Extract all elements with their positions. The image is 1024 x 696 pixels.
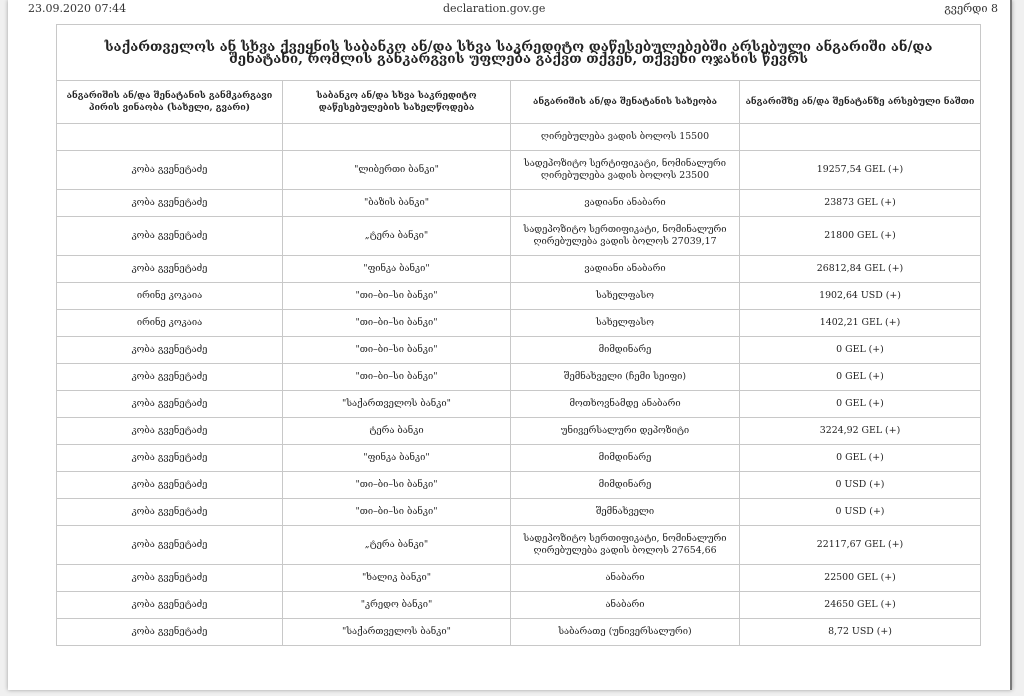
table-title: საქართველოს ან სხვა ქვეყნის საბანკო ან/და სხვა საკრედიტო დაწესებულებებში არსებული ანგარიში ან/და შენატანი, რომლის განკარგვის უფლება გაქვთ თქვენ, თქვენი ოჯახის წევრს <box>57 25 981 81</box>
cell-type: შემნახველი <box>511 499 740 526</box>
cell-owner <box>57 124 283 151</box>
cell-balance: 19257,54 GEL (+) <box>740 151 981 190</box>
table-row <box>57 256 981 283</box>
cell-owner: ირინე კოკაია <box>57 283 283 310</box>
cell-bank: „ტერა ბანკი" <box>283 217 511 256</box>
cell-type: სადეპოზიტო სერთიფიკატი, ნომინალური ღირებულება ვადის ბოლოს 27039,17 <box>511 217 740 256</box>
table-row <box>57 151 981 190</box>
cell-balance: 0 GEL (+) <box>740 391 981 418</box>
table-row <box>57 619 981 646</box>
cell-type: უნივერსალური დეპოზიტი <box>511 418 740 445</box>
cell-balance: 26812,84 GEL (+) <box>740 256 981 283</box>
cell-type: ანაბარი <box>511 565 740 592</box>
cell-bank: "ფინკა ბანკი" <box>283 445 511 472</box>
cell-type: შემნახველი (ჩემი სეიფი) <box>511 364 740 391</box>
cell-owner: კობა გვენეტაძე <box>57 592 283 619</box>
cell-owner: ირინე კოკაია <box>57 310 283 337</box>
cell-bank: "თი–ბი–სი ბანკი" <box>283 472 511 499</box>
cell-balance: 21800 GEL (+) <box>740 217 981 256</box>
cell-owner: კობა გვენეტაძე <box>57 256 283 283</box>
cell-bank: "თი–ბი–სი ბანკი" <box>283 310 511 337</box>
cell-bank: "ბაზის ბანკი" <box>283 190 511 217</box>
print-datetime: 23.09.2020 07:44 <box>28 2 127 15</box>
cell-bank: "ფინკა ბანკი" <box>283 256 511 283</box>
cell-owner: კობა გვენეტაძე <box>57 151 283 190</box>
table-row <box>57 124 981 151</box>
table-row <box>57 526 981 565</box>
cell-owner: კობა გვენეტაძე <box>57 499 283 526</box>
cell-owner: კობა გვენეტაძე <box>57 391 283 418</box>
cell-owner: კობა გვენეტაძე <box>57 217 283 256</box>
cell-bank: "თი–ბი–სი ბანკი" <box>283 283 511 310</box>
table-row <box>57 217 981 256</box>
cell-balance: 8,72 USD (+) <box>740 619 981 646</box>
cell-type: ღირებულება ვადის ბოლოს 15500 <box>511 124 740 151</box>
cell-bank: "თი–ბი–სი ბანკი" <box>283 364 511 391</box>
accounts-table <box>56 24 981 646</box>
cell-balance: 1402,21 GEL (+) <box>740 310 981 337</box>
column-header-type: ანგარიშის ან/და შენატანის სახეობა <box>511 81 740 124</box>
cell-balance: 0 USD (+) <box>740 499 981 526</box>
table-row <box>57 364 981 391</box>
cell-owner: კობა გვენეტაძე <box>57 190 283 217</box>
cell-owner: კობა გვენეტაძე <box>57 472 283 499</box>
cell-type: სახელფასო <box>511 283 740 310</box>
cell-owner: კობა გვენეტაძე <box>57 565 283 592</box>
cell-type: სახელფასო <box>511 310 740 337</box>
column-header-balance: ანგარიშზე ან/და შენატანზე არსებული ნაშთი <box>740 81 981 124</box>
cell-bank: "კრედო ბანკი" <box>283 592 511 619</box>
table-row <box>57 565 981 592</box>
cell-bank: "საქართველოს ბანკი" <box>283 619 511 646</box>
cell-balance: 22117,67 GEL (+) <box>740 526 981 565</box>
cell-owner: კობა გვენეტაძე <box>57 364 283 391</box>
table-row <box>57 472 981 499</box>
cell-owner: კობა გვენეტაძე <box>57 418 283 445</box>
cell-bank: „ტერა ბანკი" <box>283 526 511 565</box>
cell-balance: 23873 GEL (+) <box>740 190 981 217</box>
cell-bank: "თი–ბი–სი ბანკი" <box>283 337 511 364</box>
cell-balance: 22500 GEL (+) <box>740 565 981 592</box>
cell-balance: 24650 GEL (+) <box>740 592 981 619</box>
table-row <box>57 499 981 526</box>
document-page <box>8 0 1012 690</box>
cell-bank: "ხალიკ ბანკი" <box>283 565 511 592</box>
cell-balance: 1902,64 USD (+) <box>740 283 981 310</box>
cell-type: ანაბარი <box>511 592 740 619</box>
cell-type: ვადიანი ანაბარი <box>511 256 740 283</box>
cell-balance: 3224,92 GEL (+) <box>740 418 981 445</box>
column-header-bank: საბანკო ან/და სხვა საკრედიტო დაწესებულების სახელწოდება <box>283 81 511 124</box>
print-header <box>28 0 998 16</box>
table-row <box>57 283 981 310</box>
cell-type: მოთხოვნამდე ანაბარი <box>511 391 740 418</box>
cell-owner: კობა გვენეტაძე <box>57 337 283 364</box>
cell-type: ვადიანი ანაბარი <box>511 190 740 217</box>
cell-owner: კობა გვენეტაძე <box>57 445 283 472</box>
table-row <box>57 592 981 619</box>
table-row <box>57 445 981 472</box>
table-row <box>57 391 981 418</box>
cell-type: მიმდინარე <box>511 337 740 364</box>
page-number: გვერდი 8 <box>944 2 998 15</box>
cell-bank: "საქართველოს ბანკი" <box>283 391 511 418</box>
cell-type: საბარათე (უნივერსალური) <box>511 619 740 646</box>
print-site: declaration.gov.ge <box>443 2 546 15</box>
cell-type: სადეპოზიტო სერთიფიკატი, ნომინალური ღირებულება ვადის ბოლოს 27654,66 <box>511 526 740 565</box>
cell-balance: 0 GEL (+) <box>740 337 981 364</box>
cell-balance: 0 GEL (+) <box>740 445 981 472</box>
column-header-owner: ანგარიშის ან/და შენატანის განმკარგავი პირის ვინაობა (სახელი, გვარი) <box>57 81 283 124</box>
cell-type: სადეპოზიტო სერტიფიკატი, ნომინალური ღირებულება ვადის ბოლოს 23500 <box>511 151 740 190</box>
table-row <box>57 310 981 337</box>
cell-balance <box>740 124 981 151</box>
table-row <box>57 337 981 364</box>
cell-bank: "თი–ბი–სი ბანკი" <box>283 499 511 526</box>
cell-owner: კობა გვენეტაძე <box>57 619 283 646</box>
cell-bank: "ლიბერთი ბანკი" <box>283 151 511 190</box>
table-row <box>57 418 981 445</box>
table-row <box>57 190 981 217</box>
cell-type: მიმდინარე <box>511 445 740 472</box>
cell-bank <box>283 124 511 151</box>
cell-owner: კობა გვენეტაძე <box>57 526 283 565</box>
cell-bank: ტერა ბანკი <box>283 418 511 445</box>
cell-balance: 0 GEL (+) <box>740 364 981 391</box>
cell-balance: 0 USD (+) <box>740 472 981 499</box>
cell-type: მიმდინარე <box>511 472 740 499</box>
